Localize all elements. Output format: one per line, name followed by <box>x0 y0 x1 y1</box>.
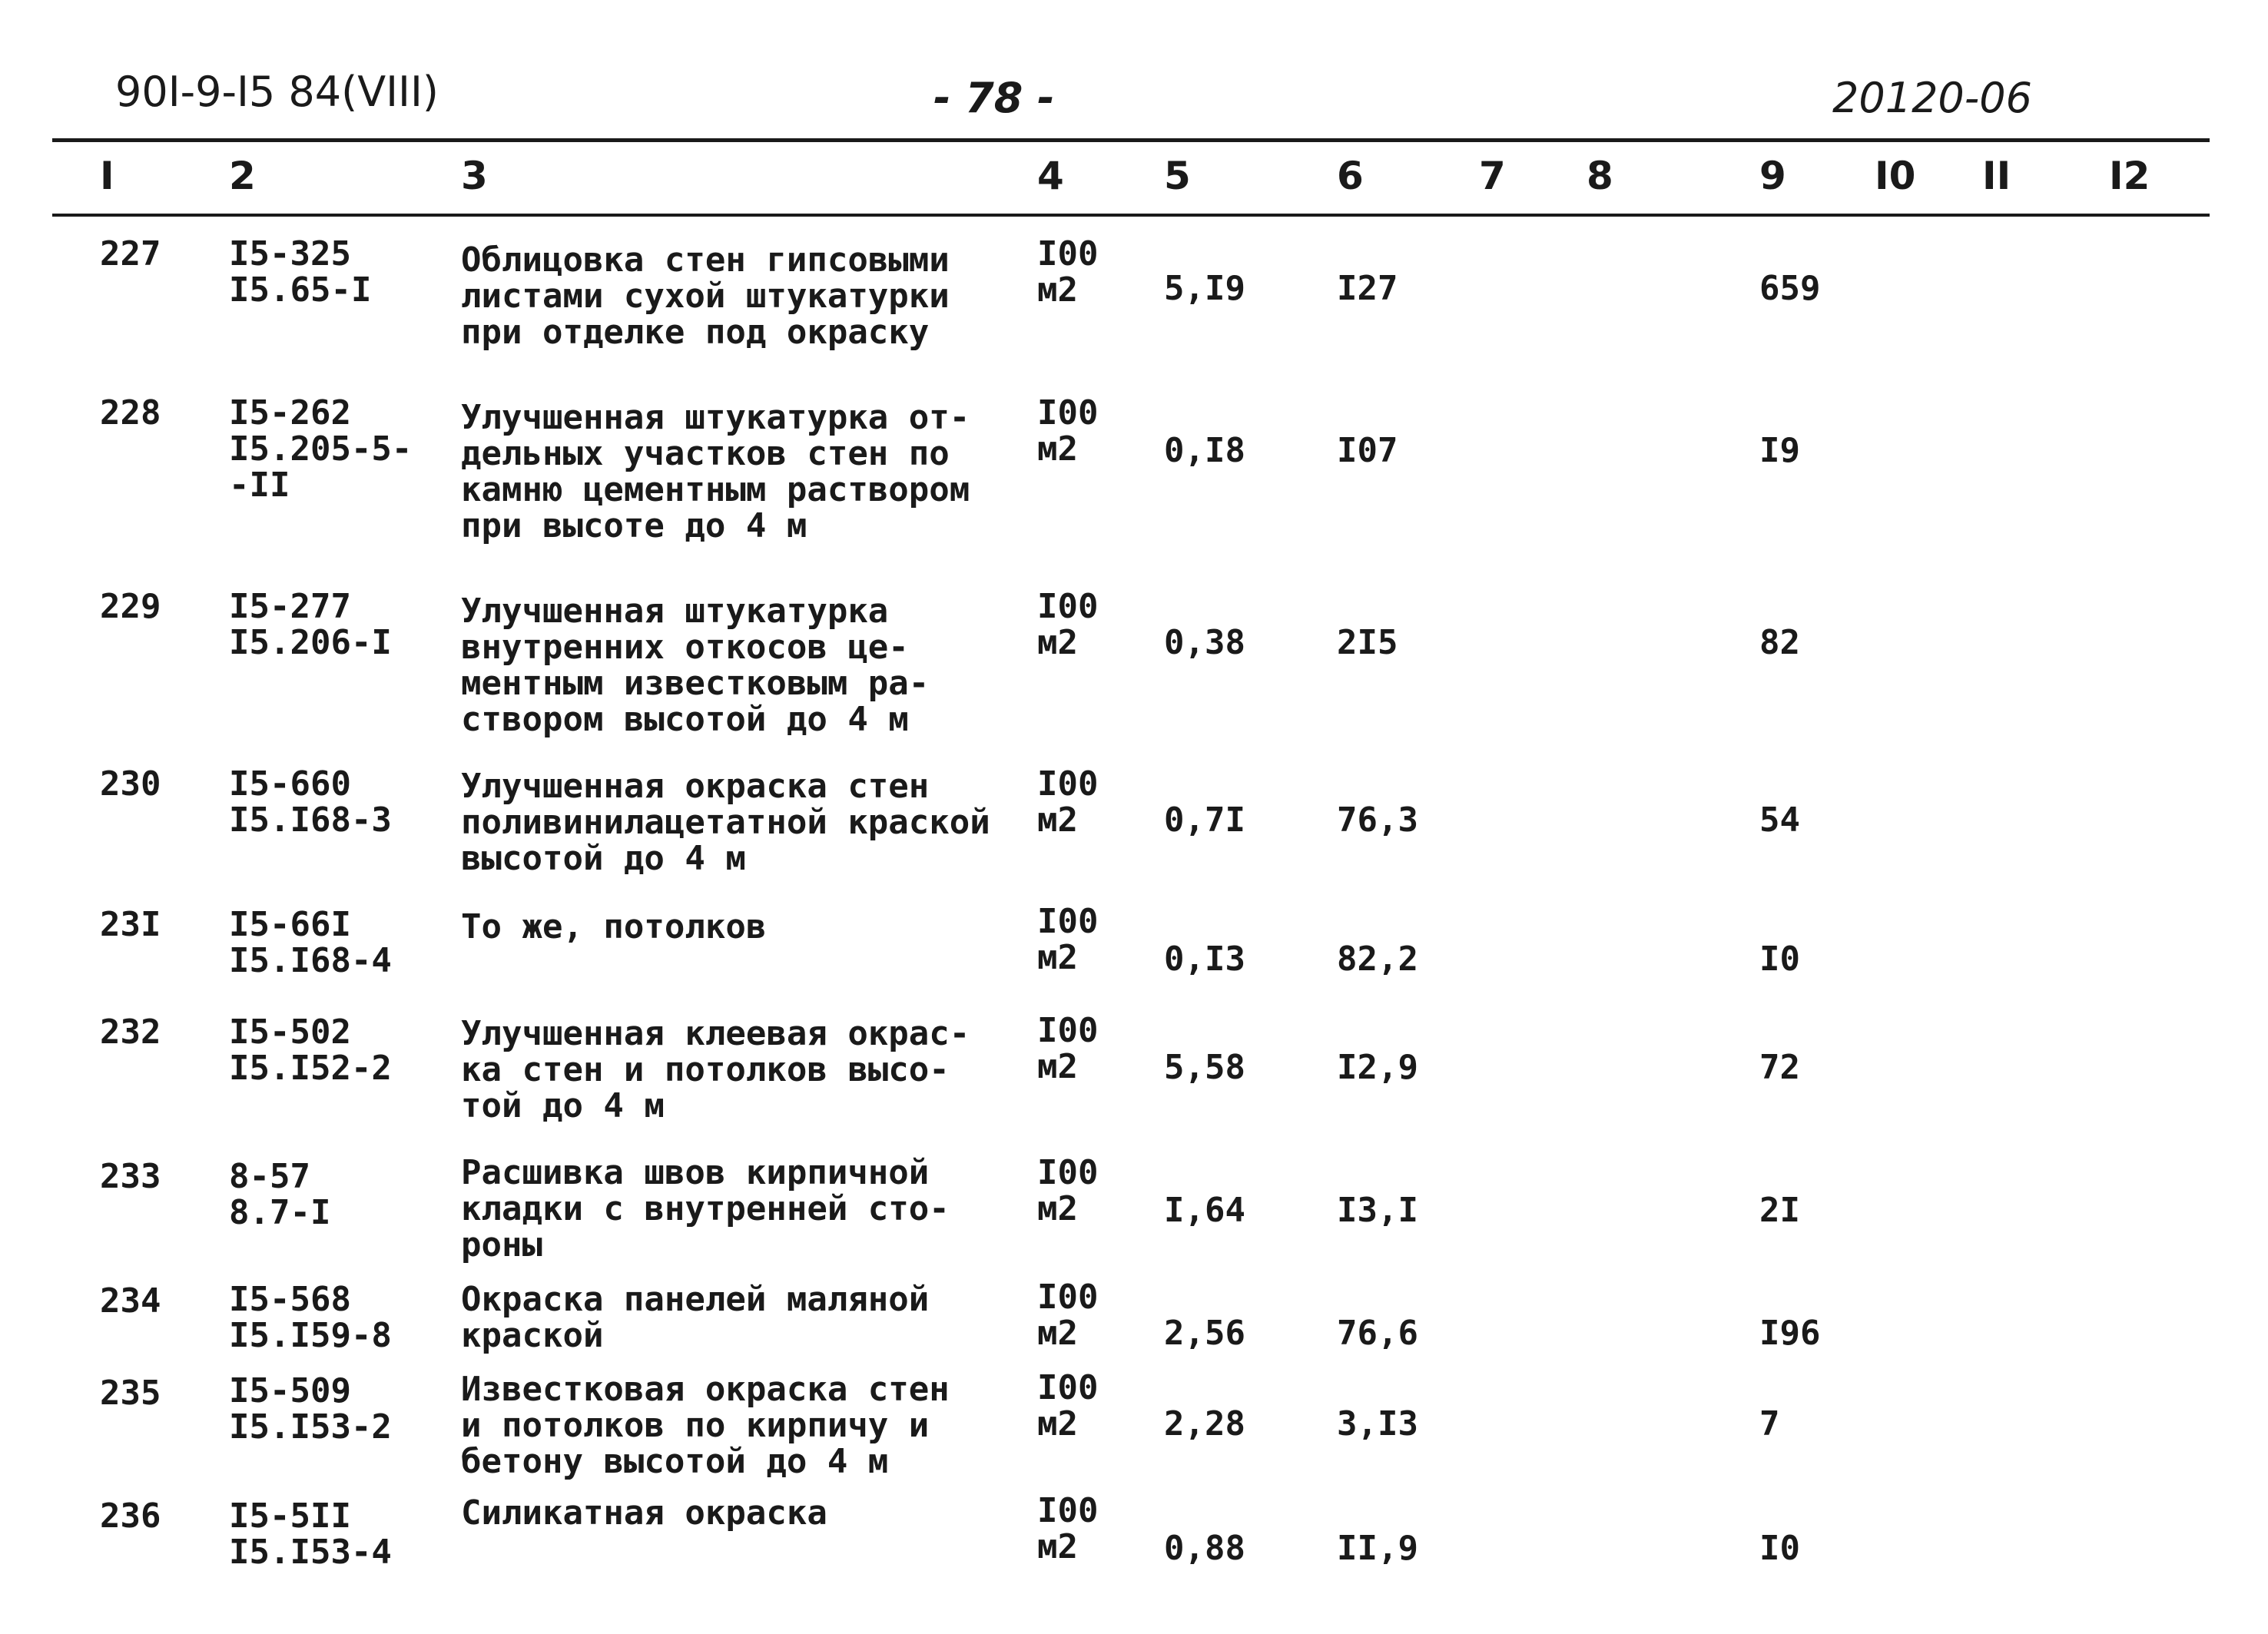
row-number: 230 <box>100 764 161 804</box>
column-header-10: I0 <box>1875 154 1916 198</box>
total: 82 <box>1759 623 1800 662</box>
column-header-rule <box>52 214 2210 217</box>
quantity: 2,56 <box>1164 1314 1245 1353</box>
unit-price: 76,6 <box>1337 1314 1418 1353</box>
total: I96 <box>1759 1314 1821 1353</box>
quantity: 5,58 <box>1164 1048 1245 1087</box>
total: 7 <box>1759 1404 1780 1443</box>
quantity: 0,7I <box>1164 800 1245 840</box>
row-number: 236 <box>100 1496 161 1536</box>
total: 2I <box>1759 1191 1800 1230</box>
column-header-1: I <box>100 154 114 198</box>
total: I0 <box>1759 1529 1800 1568</box>
total: 659 <box>1759 269 1821 308</box>
unit: I00 м2 <box>1037 1011 1099 1086</box>
document-code: 90I-9-I5 84(VIII) <box>115 68 439 116</box>
unit-price: 82,2 <box>1337 940 1418 979</box>
header-rule <box>52 138 2210 142</box>
unit: I00 м2 <box>1037 234 1099 310</box>
unit: I00 м2 <box>1037 393 1099 469</box>
total: I0 <box>1759 940 1800 979</box>
unit: I00 м2 <box>1037 764 1099 840</box>
norm-code: I5-262 I5.205-5- -II <box>229 393 413 505</box>
row-number: 23I <box>100 905 161 944</box>
column-header-7: 7 <box>1479 154 1506 198</box>
unit-price: 2I5 <box>1337 623 1398 662</box>
column-header-3: 3 <box>461 154 488 198</box>
document-number: 20120-06 <box>1832 74 2032 122</box>
unit: I00 м2 <box>1037 902 1099 977</box>
column-header-9: 9 <box>1759 154 1786 198</box>
quantity: I,64 <box>1164 1191 1245 1230</box>
unit: I00 м2 <box>1037 1491 1099 1566</box>
row-number: 233 <box>100 1157 161 1196</box>
unit-price: 76,3 <box>1337 800 1418 840</box>
column-header-6: 6 <box>1337 154 1364 198</box>
work-description: Улучшенная штукатурка внутренних откосов це- ментным известковым ра- створом высотой до 4 м <box>461 592 930 739</box>
unit-price: 3,I3 <box>1337 1404 1418 1443</box>
norm-code: I5-277 I5.206-I <box>229 587 392 662</box>
row-number: 234 <box>100 1281 161 1321</box>
unit-price: I27 <box>1337 269 1398 308</box>
unit: I00 м2 <box>1037 1278 1099 1353</box>
row-number: 232 <box>100 1013 161 1052</box>
quantity: 0,38 <box>1164 623 1245 662</box>
norm-code: 8-57 8.7-I <box>229 1157 331 1232</box>
column-header-5: 5 <box>1164 154 1191 198</box>
unit: I00 м2 <box>1037 1153 1099 1228</box>
column-header-11: II <box>1982 154 2011 198</box>
quantity: 5,I9 <box>1164 269 1245 308</box>
work-description: Облицовка стен гипсовыми листами сухой штукатурки при отделке под окраску <box>461 240 950 352</box>
work-description: Силикатная окраска <box>461 1493 827 1533</box>
work-description: Окраска панелей маляной краской <box>461 1280 930 1355</box>
work-description: То же, потолков <box>461 907 767 946</box>
norm-code: I5-568 I5.I59-8 <box>229 1280 392 1355</box>
unit: I00 м2 <box>1037 1368 1099 1443</box>
quantity: 2,28 <box>1164 1404 1245 1443</box>
quantity: 0,I3 <box>1164 940 1245 979</box>
total: I9 <box>1759 431 1800 470</box>
norm-code: I5-5II I5.I53-4 <box>229 1496 392 1572</box>
unit-price: I07 <box>1337 431 1398 470</box>
unit: I00 м2 <box>1037 587 1099 662</box>
column-header-8: 8 <box>1587 154 1613 198</box>
norm-code: I5-509 I5.I53-2 <box>229 1371 392 1447</box>
row-number: 228 <box>100 393 161 433</box>
work-description: Известковая окраска стен и потолков по кирпичу и бетону высотой до 4 м <box>461 1370 950 1481</box>
work-description: Расшивка швов кирпичной кладки с внутренней сто- роны <box>461 1153 950 1264</box>
quantity: 0,88 <box>1164 1529 1245 1568</box>
column-header-12: I2 <box>2109 154 2150 198</box>
row-number: 235 <box>100 1374 161 1413</box>
quantity: 0,I8 <box>1164 431 1245 470</box>
column-header-2: 2 <box>229 154 256 198</box>
norm-code: I5-660 I5.I68-3 <box>229 764 392 840</box>
row-number: 227 <box>100 234 161 273</box>
unit-price: I2,9 <box>1337 1048 1418 1087</box>
norm-code: I5-325 I5.65-I <box>229 234 372 310</box>
work-description: Улучшенная штукатурка от- дельных участков стен по камню цементным раствором при высоте до 4 м <box>461 398 970 545</box>
work-description: Улучшенная окраска стен поливинилацетатной краской высотой до 4 м <box>461 767 990 878</box>
column-header-4: 4 <box>1037 154 1064 198</box>
unit-price: I3,I <box>1337 1191 1418 1230</box>
row-number: 229 <box>100 587 161 626</box>
total: 54 <box>1759 800 1800 840</box>
norm-code: I5-502 I5.I52-2 <box>229 1013 392 1088</box>
work-description: Улучшенная клеевая окрас- ка стен и потолков высо- той до 4 м <box>461 1014 970 1125</box>
norm-code: I5-66I I5.I68-4 <box>229 905 392 980</box>
page-number: - 78 - <box>933 74 1055 122</box>
total: 72 <box>1759 1048 1800 1087</box>
unit-price: II,9 <box>1337 1529 1418 1568</box>
